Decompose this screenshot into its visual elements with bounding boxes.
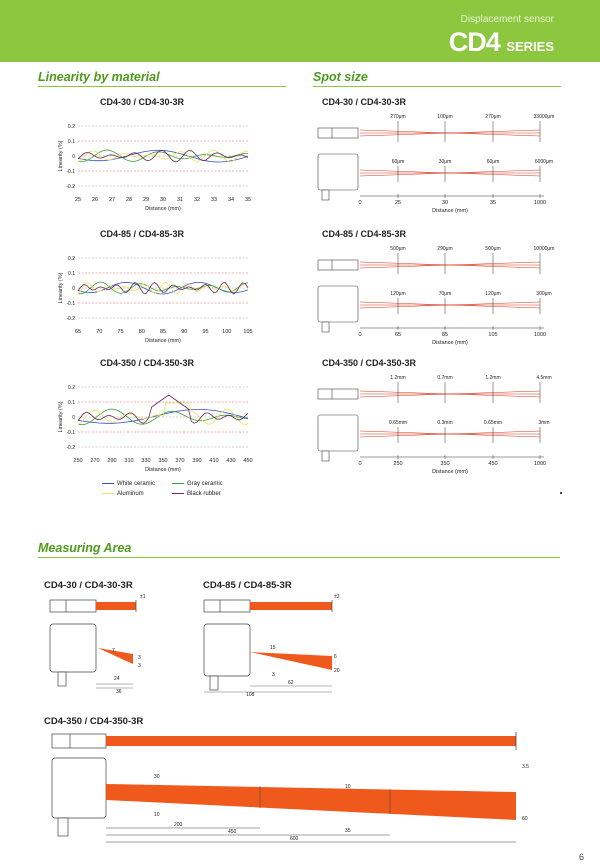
- decorative-dot: [560, 492, 562, 494]
- spot-top-label: 500μm: [390, 246, 406, 252]
- section-rule-spot: [313, 86, 561, 87]
- x-tick-label: 430: [226, 458, 236, 464]
- spot-bottom-label: 120μm: [390, 291, 406, 297]
- linearity-chart-1: [38, 108, 278, 216]
- x-tick-label: 25: [74, 197, 82, 203]
- measure-85-title: CD4-85 / CD4-85-3R: [203, 580, 292, 591]
- legend-item-white-ceramic: [102, 481, 155, 487]
- x-tick-label: 450: [243, 458, 253, 464]
- legend-label: White ceramic: [117, 481, 156, 487]
- y-tick-label: 0.1: [68, 271, 75, 277]
- y-tick-label: -0.1: [66, 169, 75, 175]
- dim-label: 60: [522, 816, 528, 822]
- sensor-side-view: [52, 758, 106, 818]
- y-tick-label: 0: [72, 286, 75, 292]
- spot-block-3: [312, 369, 562, 481]
- axis-tick-label: 350: [440, 461, 450, 467]
- dim-label: 450: [228, 829, 237, 835]
- axis-zero-label: 0: [358, 461, 362, 467]
- linearity-chart-3-title: CD4-350 / CD4-350-3R: [100, 358, 195, 368]
- x-axis-label: Distance (mm): [145, 206, 181, 212]
- x-tick-label: 27: [108, 197, 116, 203]
- legend-swatch: [172, 483, 184, 484]
- axis-zero-label: 0: [358, 200, 362, 206]
- x-axis-label: Distance (mm): [432, 208, 468, 214]
- sensor-top-icon: [318, 389, 358, 399]
- x-tick-label: 35: [244, 197, 252, 203]
- x-tick-label: 33: [210, 197, 218, 203]
- axis-tick-label: 1000: [533, 200, 547, 206]
- y-tick-label: 0.1: [68, 139, 75, 145]
- sensor-connector: [210, 676, 218, 690]
- legend-label: Gray ceramic: [187, 481, 223, 487]
- axis-tick-label: 65: [394, 332, 402, 338]
- spot-bottom-label: 300μm: [536, 291, 552, 297]
- axis-tick-label: 30: [441, 200, 449, 206]
- dim-label: 108: [246, 692, 255, 698]
- spot-bottom-label: 0.65mm: [483, 420, 503, 426]
- legend-item-black-rubber: [172, 491, 221, 497]
- axis-tick-label: 85: [441, 332, 449, 338]
- measure-30-diagram: [38, 592, 168, 702]
- spot-bottom-label: 6000μm: [534, 159, 554, 165]
- spot-top-label: 10000μm: [533, 246, 555, 252]
- sensor-top-view: [52, 734, 106, 748]
- dim-label: 200: [174, 822, 183, 828]
- axis-tick-label: 450: [488, 461, 498, 467]
- x-tick-label: 370: [175, 458, 185, 464]
- x-tick-label: 80: [138, 329, 145, 335]
- spot-block-1: [312, 108, 562, 220]
- sensor-connector: [58, 818, 68, 836]
- x-tick-label: 270: [90, 458, 100, 464]
- axis-tick-label: 1000: [533, 332, 547, 338]
- beam-side: [98, 648, 133, 664]
- sensor-top-view: [204, 600, 250, 612]
- spot-bottom-label: 120μm: [485, 291, 501, 297]
- x-axis-label: Distance (mm): [432, 469, 468, 475]
- dim-label: 30: [154, 774, 160, 780]
- y-tick-label: -0.2: [66, 445, 75, 451]
- spot-block-3-title: CD4-350 / CD4-350-3R: [322, 358, 417, 368]
- y-tick-label: 0.2: [68, 124, 75, 130]
- spot-top-label: 270μm: [390, 114, 406, 120]
- y-tick-label: -0.2: [66, 316, 75, 322]
- dim-label: 35: [345, 828, 351, 834]
- axis-tick-label: 250: [393, 461, 403, 467]
- beam-top: [96, 602, 136, 610]
- sensor-top-view: [50, 600, 96, 612]
- header-series: SERIES: [506, 39, 554, 54]
- x-tick-label: 290: [107, 458, 117, 464]
- spot-bottom-label: 60μm: [486, 159, 500, 165]
- y-tick-label: 0: [72, 154, 75, 160]
- spot-bottom-label: 30μm: [438, 159, 452, 165]
- dim-label: 15: [270, 645, 276, 651]
- dim-label: 20: [334, 668, 340, 674]
- sensor-side-view: [204, 624, 250, 676]
- sensor-connector: [58, 672, 66, 686]
- x-tick-label: 31: [176, 197, 184, 203]
- y-tick-label: -0.1: [66, 430, 75, 436]
- spot-top-label: 33000μm: [533, 114, 555, 120]
- x-tick-label: 350: [158, 458, 168, 464]
- y-tick-label: -0.1: [66, 301, 75, 307]
- spot-bottom-label: 3mm: [538, 420, 550, 426]
- measure-85-diagram: [196, 592, 356, 702]
- spot-bottom-label: 0.65mm: [388, 420, 408, 426]
- beam-side: [250, 652, 332, 670]
- section-title-measuring: Measuring Area: [38, 541, 132, 555]
- x-tick-label: 310: [124, 458, 134, 464]
- spot-top-label: 1.2mm: [485, 375, 501, 381]
- x-tick-label: 70: [96, 329, 103, 335]
- spot-block-2: [312, 240, 562, 352]
- beam-top: [106, 736, 516, 746]
- section-rule-measuring: [38, 557, 560, 558]
- y-tick-label: 0: [72, 415, 75, 421]
- header-title-main: CD4: [448, 27, 500, 57]
- legend-item-aluminum: [102, 491, 144, 497]
- x-tick-label: 34: [227, 197, 235, 203]
- x-tick-label: 250: [73, 458, 83, 464]
- spot-top-label: 0.7mm: [437, 375, 453, 381]
- sensor-connector: [322, 451, 329, 461]
- sensor-side-icon: [318, 415, 358, 451]
- x-axis-label: Distance (mm): [432, 340, 468, 346]
- y-tick-label: 0.1: [68, 400, 75, 406]
- linearity-chart-2: [38, 240, 278, 348]
- spot-top-label: 290μm: [437, 246, 453, 252]
- page-number: 6: [578, 852, 584, 862]
- spot-bottom-label: 0.3mm: [437, 420, 453, 426]
- x-tick-label: 90: [181, 329, 188, 335]
- linearity-chart-1-title: CD4-30 / CD4-30-3R: [100, 97, 185, 107]
- beam-top: [250, 602, 332, 610]
- y-tick-label: -0.2: [66, 184, 75, 190]
- x-axis-label: Distance (mm): [145, 338, 181, 344]
- spot-top-label: 1.2mm: [390, 375, 406, 381]
- sensor-connector: [322, 322, 329, 332]
- dim-label: 24: [114, 676, 120, 682]
- y-tick-label: 0.2: [68, 385, 75, 391]
- beam-side: [106, 784, 516, 820]
- x-tick-label: 410: [209, 458, 219, 464]
- sensor-top-icon: [318, 260, 358, 270]
- legend-label: Aluminum: [117, 491, 144, 497]
- dim-label: 62: [288, 680, 294, 686]
- measure-350-diagram: [38, 728, 558, 848]
- dim-label: 6: [334, 654, 337, 660]
- spot-block-2-title: CD4-85 / CD4-85-3R: [322, 229, 407, 239]
- legend-label: Black rubber: [187, 491, 221, 497]
- spot-bottom-label: 60μm: [391, 159, 405, 165]
- dim-label: 3: [138, 655, 141, 661]
- linearity-chart-2-title: CD4-85 / CD4-85-3R: [100, 229, 185, 239]
- dim-label: 600: [290, 836, 299, 842]
- x-tick-label: 95: [202, 329, 209, 335]
- x-tick-label: 330: [141, 458, 151, 464]
- y-axis-label: Linearity (%): [58, 401, 64, 433]
- legend-swatch: [172, 493, 184, 494]
- x-tick-label: 26: [91, 197, 99, 203]
- measure-30-title: CD4-30 / CD4-30-3R: [44, 580, 133, 591]
- x-tick-label: 390: [192, 458, 202, 464]
- x-tick-label: 105: [243, 329, 253, 335]
- legend-item-gray-ceramic: [172, 481, 223, 487]
- x-tick-label: 85: [159, 329, 167, 335]
- dim-label: ±1: [140, 594, 146, 600]
- spot-top-label: 4.5mm: [536, 375, 552, 381]
- section-rule-linearity: [38, 86, 286, 87]
- linearity-legend: [102, 481, 282, 503]
- sensor-connector: [322, 190, 329, 200]
- x-axis-label: Distance (mm): [145, 467, 181, 473]
- spot-top-label: 500μm: [485, 246, 501, 252]
- x-tick-label: 75: [117, 329, 124, 335]
- section-title-spot: Spot size: [313, 70, 368, 84]
- axis-tick-label: 35: [489, 200, 497, 206]
- dim-label: 7: [112, 648, 115, 654]
- y-axis-label: Linearity (%): [58, 272, 64, 304]
- sensor-side-icon: [318, 154, 358, 190]
- x-tick-label: 30: [159, 197, 167, 203]
- dim-label: 10: [345, 784, 351, 790]
- dim-label: 36: [116, 689, 122, 695]
- sensor-top-icon: [318, 128, 358, 138]
- dim-label: 10: [154, 812, 160, 818]
- x-tick-label: 32: [193, 197, 201, 203]
- spot-top-label: 270μm: [485, 114, 501, 120]
- measure-350-title: CD4-350 / CD4-350-3R: [44, 716, 144, 727]
- axis-tick-label: 105: [488, 332, 498, 338]
- dim-label: 3: [272, 672, 275, 678]
- axis-tick-label: 1000: [533, 461, 547, 467]
- dim-label: 3: [138, 663, 141, 669]
- spot-top-label: 100μm: [437, 114, 453, 120]
- x-tick-label: 28: [125, 197, 133, 203]
- sensor-side-view: [50, 624, 96, 672]
- y-axis-label: Linearity (%): [58, 140, 64, 172]
- x-tick-label: 100: [222, 329, 232, 335]
- linearity-chart-3: [38, 369, 278, 477]
- legend-swatch: [102, 493, 114, 494]
- axis-tick-label: 25: [394, 200, 402, 206]
- x-tick-label: 29: [142, 197, 150, 203]
- section-title-linearity: Linearity by material: [38, 70, 160, 84]
- header-subtitle: Displacement sensor: [460, 14, 554, 25]
- dim-label: ±2: [334, 594, 340, 600]
- legend-swatch: [102, 483, 114, 484]
- dim-label: 3.5: [522, 764, 529, 770]
- spot-bottom-label: 70μm: [438, 291, 452, 297]
- sensor-side-icon: [318, 286, 358, 322]
- x-tick-label: 65: [74, 329, 82, 335]
- axis-zero-label: 0: [358, 332, 362, 338]
- spot-block-1-title: CD4-30 / CD4-30-3R: [322, 97, 407, 107]
- y-tick-label: 0.2: [68, 256, 75, 262]
- header-title: [449, 27, 554, 58]
